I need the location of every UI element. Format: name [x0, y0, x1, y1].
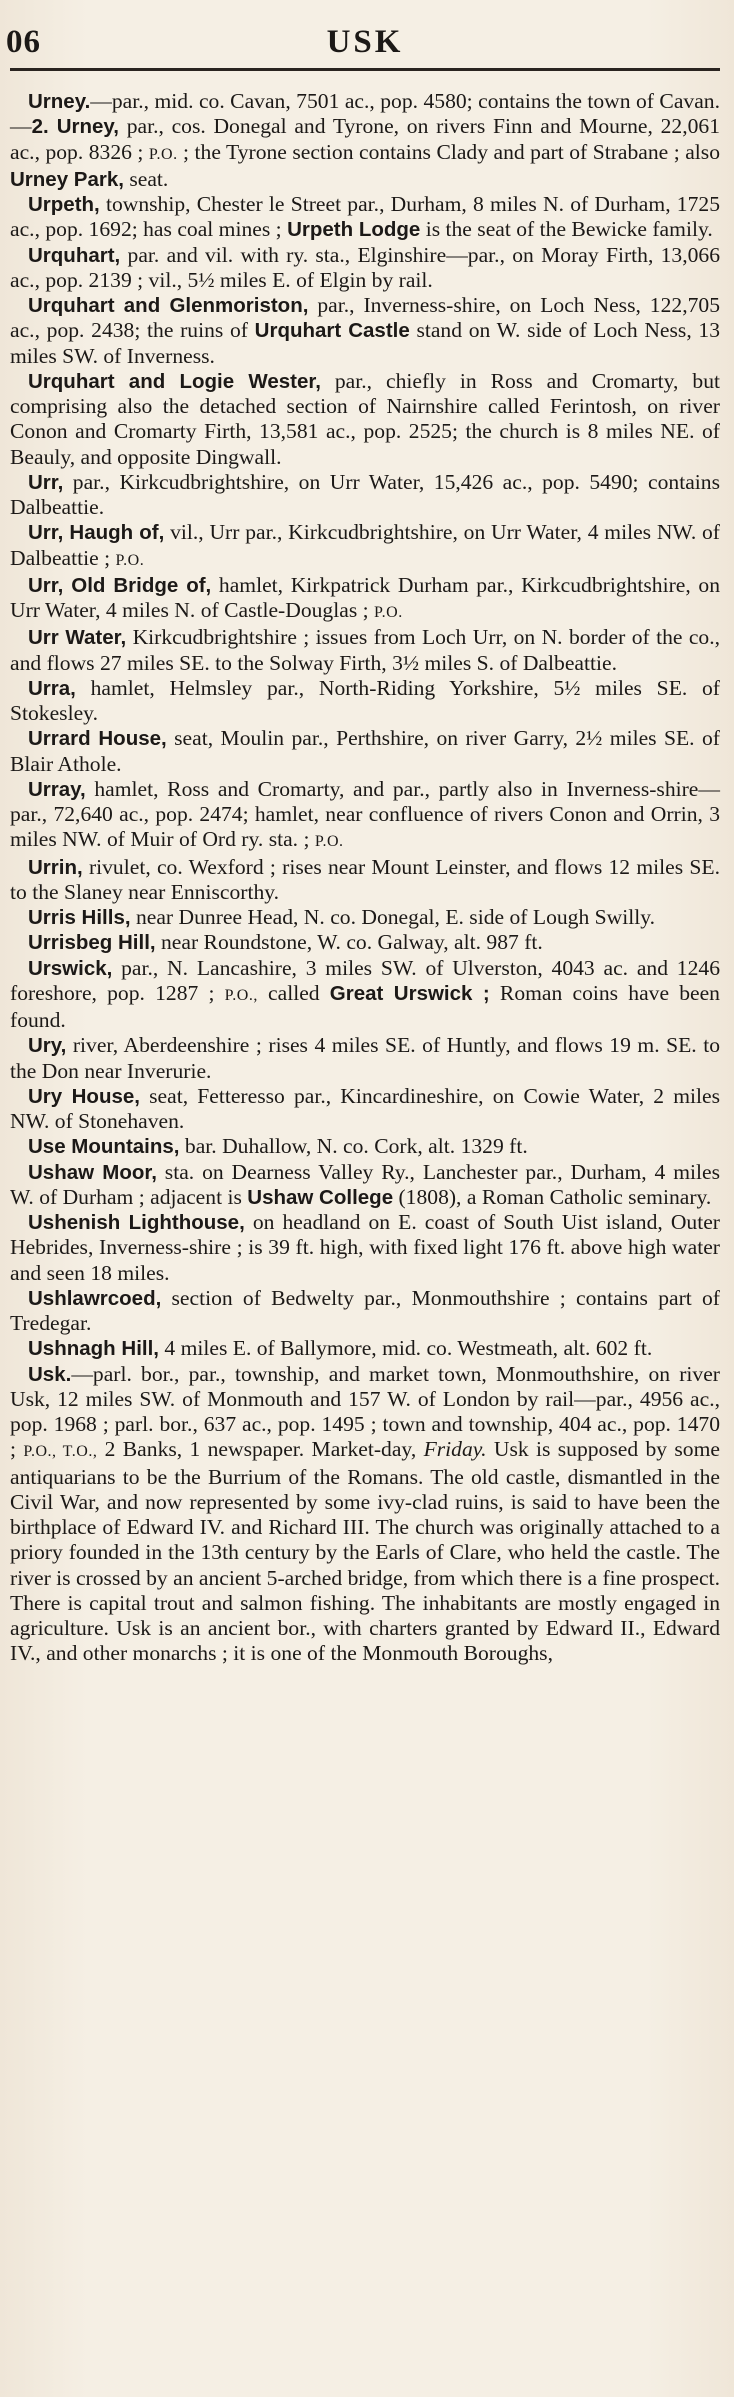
- entry-text: par. and vil. with ry. sta., Elginshire—par., on Moray Firth, 13,066 ac., pop. 2139 ; vil., 5½ miles E. of Elgin by rail.: [10, 242, 720, 292]
- entry-text: hamlet, Helmsley par., North-Riding Yorkshire, 5½ miles SE. of Stokesley.: [10, 675, 720, 725]
- entry-text: par., Kirkcudbrightshire, on Urr Water, 15,426 ac., pop. 5490; contains Dalbeattie.: [10, 469, 720, 519]
- entry-text: par., Inverness-shire, on Loch Ness, 122,705 ac., pop. 2438; the ruins of: [10, 293, 720, 343]
- headword: Urrisbeg Hill,: [28, 931, 156, 955]
- gazetteer-entry: [10, 1286, 720, 1337]
- gazetteer-entry: [10, 192, 720, 243]
- abbreviation: P.O.: [314, 833, 344, 851]
- abbreviation: P.O.,: [224, 986, 258, 1004]
- headword: Urra,: [28, 676, 76, 700]
- gazetteer-entry: [10, 1084, 720, 1135]
- headword: Ushaw Moor,: [28, 1160, 157, 1184]
- entry-text: bar. Duhallow, N. co. Cork, alt. 1329 ft.: [179, 1134, 528, 1159]
- headword: Urney Park,: [10, 167, 124, 191]
- gazetteer-entry: [10, 726, 720, 777]
- headword: 2. Urney,: [31, 115, 119, 139]
- headword: Urrin,: [28, 855, 83, 879]
- abbreviation: P.O.: [115, 551, 145, 569]
- entry-text: sta. on Dearness Valley Ry., Lanchester par., Durham, 4 miles W. of Durham ; adjacent is: [10, 1159, 720, 1209]
- entry-text: —par., mid. co. Cavan, 7501 ac., pop. 4580; contains the town of Cavan.—: [10, 89, 720, 139]
- gazetteer-entry: [10, 1210, 720, 1286]
- entry-text: seat, Moulin par., Perthshire, on river Garry, 2½ miles SE. of Blair Athole.: [10, 726, 720, 776]
- gazetteer-entry: [10, 956, 720, 1034]
- headword: Urr Water,: [28, 626, 127, 650]
- entry-text: Roman coins have been found.: [10, 980, 720, 1032]
- headword: Ushlawrcoed,: [28, 1286, 162, 1310]
- headword: Ushaw College: [247, 1185, 394, 1209]
- gazetteer-entry: [10, 1134, 720, 1159]
- entry-text: called: [257, 980, 330, 1005]
- italic-text: Friday.: [423, 1437, 487, 1462]
- headword: Urquhart and Logie Wester,: [28, 369, 321, 393]
- headword: Urray,: [28, 777, 86, 801]
- gazetteer-entry: [10, 1336, 720, 1361]
- entry-text: par., N. Lancashire, 3 miles SW. of Ulverston, 4043 ac. and 1246 foreshore, pop. 1287 ;: [10, 955, 720, 1005]
- headword: Great Urswick ;: [329, 981, 490, 1005]
- entry-text: river, Aberdeenshire ; rises 4 miles SE. of Huntly, and flows 19 m. SE. to the Don near Inverurie.: [10, 1033, 720, 1083]
- headword: Urris Hills,: [28, 906, 131, 929]
- gazetteer-entry: [10, 243, 720, 294]
- page-number: 06: [6, 24, 41, 60]
- gazetteer-entries: [10, 89, 720, 1667]
- entry-text: hamlet, Kirkpatrick Durham par., Kirkcudbrightshire, on Urr Water, 4 miles N. of Castle-Douglas ;: [10, 572, 721, 622]
- entry-text: near Dunree Head, N. co. Donegal, E. side of Lough Swilly.: [130, 905, 656, 929]
- abbreviation: P.O., T.O.,: [23, 1443, 98, 1461]
- gazetteer-entry: [10, 369, 720, 470]
- page-header: [6, 24, 720, 71]
- entry-text: is the seat of the Bewicke family.: [420, 217, 713, 242]
- gazetteer-entry: [10, 293, 720, 369]
- entry-text: section of Bedwelty par., Monmouthshire ; contains part of Tredegar.: [10, 1285, 720, 1335]
- gazetteer-entry: [10, 777, 720, 855]
- gazetteer-entry: [10, 905, 720, 930]
- gazetteer-entry: [10, 520, 720, 573]
- entry-text: stand on W. side of Loch Ness, 13 miles SW. of Inverness.: [10, 318, 721, 368]
- gazetteer-entry: [10, 676, 720, 727]
- entry-text: seat, Fetteresso par., Kincardineshire, on Cowie Water, 2 miles NW. of Stonehaven.: [10, 1083, 721, 1133]
- gazetteer-entry: [10, 470, 720, 521]
- headword: Urquhart Castle: [254, 319, 410, 343]
- entry-text: 2 Banks, 1 newspaper. Market-day,: [97, 1437, 424, 1462]
- headword: Urquhart,: [28, 243, 121, 267]
- entry-text: seat.: [123, 166, 169, 191]
- headword: Urpeth Lodge: [287, 218, 421, 242]
- headword: Ushnagh Hill,: [28, 1337, 159, 1361]
- headword: Use Mountains,: [28, 1135, 180, 1159]
- entry-text: vil., Urr par., Kirkcudbrightshire, on Urr Water, 4 miles NW. of Dalbeattie ;: [10, 520, 720, 570]
- entry-text: par., cos. Donegal and Tyrone, on rivers Finn and Mourne, 22,061 ac., pop. 8326 ;: [10, 114, 720, 164]
- running-head: USK: [326, 24, 404, 60]
- entry-text: ; the Tyrone section contains Clady and part of Strabane ; also: [177, 139, 720, 164]
- headword: Urpeth,: [28, 193, 100, 216]
- gazetteer-entry: [10, 625, 720, 676]
- entry-text: (1808), a Roman Catholic seminary.: [393, 1184, 712, 1209]
- entry-text: Kirkcudbrightshire ; issues from Loch Urr, on N. border of the co., and flows 27 miles SE. to the Solway Firth, 3½ miles S. of Dalbeattie.: [10, 625, 721, 675]
- entry-text: —parl. bor., par., township, and market town, Monmouthshire, on river Usk, 12 miles SW. of Monmouth and 157 W. of London by rail—par., 4956 ac., pop. 1968 ; parl. bor., 637 ac., pop. 1495 ; town and township, 404 ac., pop. 1470 ;: [10, 1361, 720, 1462]
- entry-text: Usk is supposed by some antiquarians to be the Burrium of the Romans. The old castle, dismantled in the Civil War, and now represented by some ivy-clad ruins, is said to have been the birthplace of Edward IV. and Richard III. The church was originally attached to a priory founded in the 13th century by the Earls of Clare, who held the castle. The river is crossed by an ancient 5-arched bridge, from which there is a fine prospect. There is capital trout and salmon fishing. The inhabitants are mostly engaged in agriculture. Usk is an ancient bor., with charters granted by Edward II., Edward IV., and other monarchs ; it is one of the Monmouth Boroughs,: [10, 1437, 720, 1666]
- headword: Urr,: [28, 470, 64, 494]
- headword: Urr, Old Bridge of,: [28, 573, 212, 597]
- gazetteer-entry: [10, 89, 720, 192]
- entry-text: township, Chester le Street par., Durham, 8 miles N. of Durham, 1725 ac., pop. 1692; has coal mines ;: [10, 192, 720, 242]
- entry-text: 4 miles E. of Ballymore, mid. co. Westmeath, alt. 602 ft.: [158, 1336, 653, 1361]
- entry-text: par., chiefly in Ross and Cromarty, but comprising also the detached section of Nairnshire called Ferintosh, on river Conon and Cromarty Firth, 13,581 ac., pop. 2525; the church is 8 miles NE. of Beauly, and opposite Dingwall.: [10, 368, 720, 469]
- headword: Ushenish Lighthouse,: [28, 1211, 245, 1234]
- headword: Urswick,: [28, 956, 113, 980]
- headword: Ury House,: [28, 1084, 140, 1108]
- headword: Urrard House,: [28, 727, 167, 751]
- gazetteer-entry: [10, 1033, 720, 1084]
- headword: Usk.: [28, 1362, 72, 1386]
- entry-text: near Roundstone, W. co. Galway, alt. 987 ft.: [155, 930, 543, 955]
- entry-text: rivulet, co. Wexford ; rises near Mount Leinster, and flows 12 miles SE. to the Slaney near Enniscorthy.: [10, 854, 720, 904]
- abbreviation: P.O.: [148, 145, 178, 163]
- gazetteer-entry: [10, 1160, 720, 1211]
- headword: Urney.: [28, 90, 91, 113]
- gazetteer-entry: [10, 1362, 720, 1667]
- gazetteer-entry: [10, 930, 720, 955]
- gazetteer-entry: [10, 855, 720, 906]
- abbreviation: P.O.: [374, 604, 403, 621]
- entry-text: hamlet, Ross and Cromarty, and par., partly also in Inverness-shire—par., 72,640 ac., pop. 2474; hamlet, near confluence of rivers Conon and Orrin, 3 miles NW. of Muir of Ord ry. sta. ;: [10, 776, 720, 852]
- gazetteer-entry: [10, 573, 720, 626]
- headword: Urr, Haugh of,: [28, 521, 165, 545]
- headword: Urquhart and Glenmoriston,: [28, 294, 309, 317]
- entry-text: on headland on E. coast of South Uist island, Outer Hebrides, Inverness-shire ; is 39 ft. high, with fixed light 176 ft. above high water and seen 18 miles.: [10, 1210, 720, 1285]
- headword: Ury,: [28, 1034, 67, 1058]
